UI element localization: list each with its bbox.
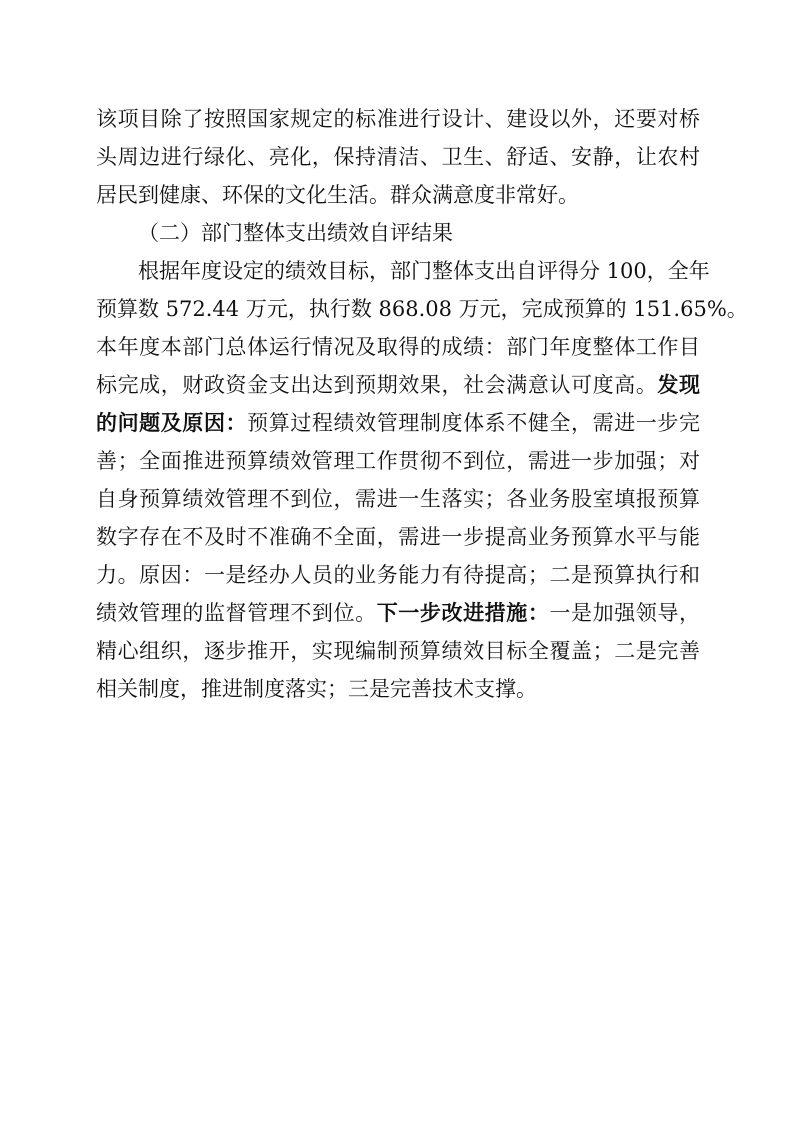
paragraph-2-line-11: 精心组织，逐步推开，实现编制预算绩效目标全覆盖；二是完善 — [96, 639, 700, 663]
paragraph-2-line-12: 相关制度，推进制度落实；三是完善技术支撑。 — [96, 677, 537, 701]
paragraph-2-line-6: 善；全面推进预算绩效管理工作贯彻不到位，需进一步加强；对 — [96, 449, 700, 473]
paragraph-2-line-8: 数字存在不及时不准确不全面，需进一步提高业务预算水平与能 — [96, 525, 700, 549]
paragraph-2-line-10-text: 绩效管理的监督管理不到位。 — [96, 601, 377, 625]
paragraph-2-line-10 — [96, 594, 700, 632]
paragraph-2-line-5 — [96, 404, 700, 442]
paragraph-2-line-4 — [96, 366, 700, 404]
paragraph-2-line-10-tail: 一是加强领导， — [549, 601, 701, 625]
problems-label-part-2: 的问题及原因： — [96, 410, 248, 435]
section-heading-2: （二）部门整体支出绩效自评结果 — [138, 221, 453, 245]
paragraph-2-line-4-text: 标完成，财政资金支出达到预期效果，社会满意认可度高。 — [96, 373, 658, 397]
paragraph-1-line-1: 该项目除了按照国家规定的标准进行设计、建设以外，还要对桥 — [96, 107, 700, 131]
paragraph-1-line-2: 头周边进行绿化、亮化，保持清洁、卫生、舒适、安静，让农村 — [96, 145, 700, 169]
problems-label-part-1: 发现 — [657, 372, 700, 397]
next-steps-label: 下一步改进措施： — [376, 600, 550, 625]
paragraph-2-line-5-text: 预算过程绩效管理制度体系不健全，需进一步完 — [247, 411, 701, 435]
document-page — [96, 100, 748, 708]
paragraph-1-line-3: 居民到健康、环保的文化生活。群众满意度非常好。 — [96, 183, 579, 207]
paragraph-2-line-9: 力。原因：一是经办人员的业务能力有待提高；二是预算执行和 — [96, 563, 700, 587]
paragraph-2-line-3: 本年度本部门总体运行情况及取得的成绩：部门年度整体工作目 — [96, 335, 700, 359]
paragraph-2-line-1: 根据年度设定的绩效目标，部门整体支出自评得分 100，全年 — [138, 259, 710, 283]
paragraph-2-line-7: 自身预算绩效管理不到位，需进一生落实；各业务股室填报预算 — [96, 487, 700, 511]
paragraph-2-line-2: 预算数 572.44 万元，执行数 868.08 万元，完成预算的 151.65%。 — [96, 297, 748, 321]
